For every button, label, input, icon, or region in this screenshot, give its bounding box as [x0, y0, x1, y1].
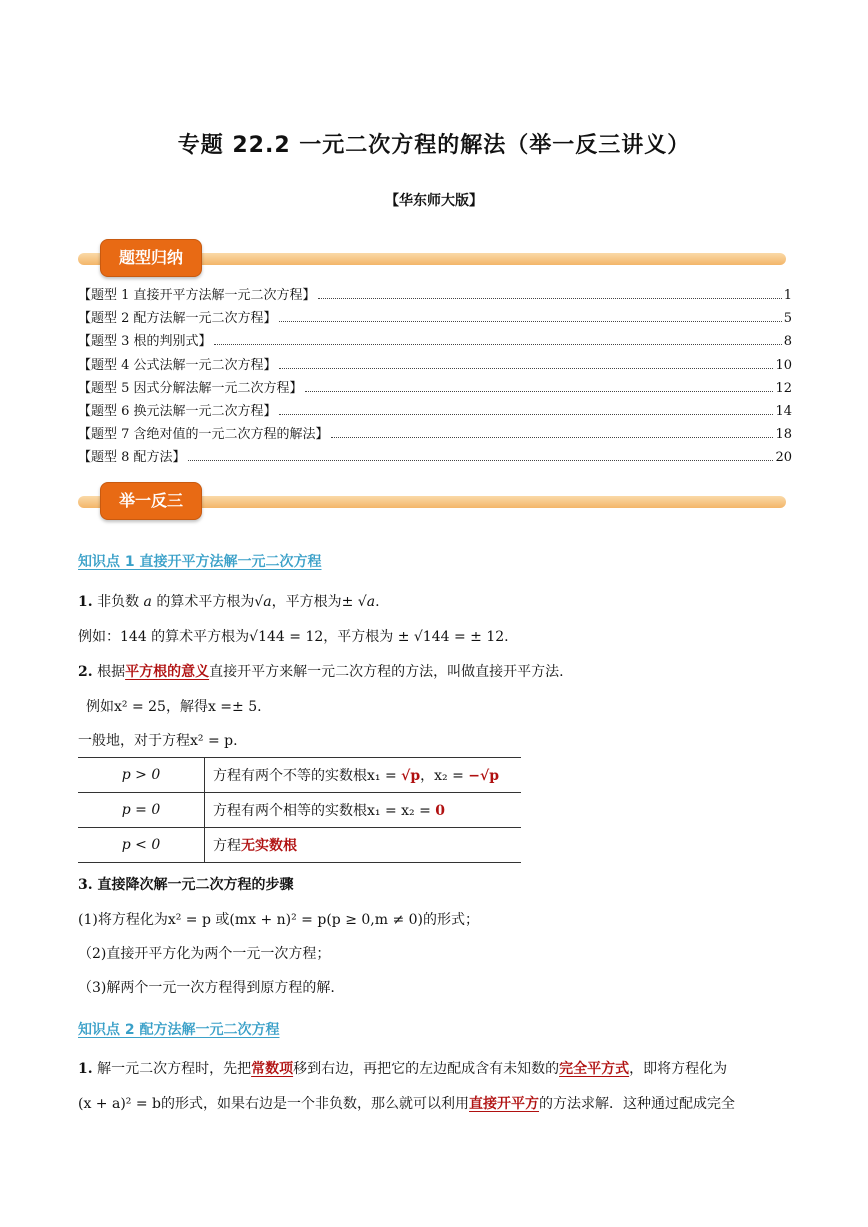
toc-item[interactable]: 【题型 2 配方法解一元二次方程】 5	[78, 306, 792, 329]
table-of-contents	[78, 283, 792, 469]
kp1-step-2: （2)直接开平方化为两个一元一次方程；	[78, 946, 331, 962]
knowledge-point-1-title: 知识点 1 直接开平方法解一元二次方程	[78, 554, 322, 570]
toc-leader	[279, 306, 782, 322]
table-row: p = 0 方程有两个相等的实数根x₁ = x₂ = 0	[78, 793, 521, 828]
kp1-step-1: (1)将方程化为x² = p 或(mx + n)² = p(p ≥ 0,m ≠ 0)的形式；	[78, 912, 480, 928]
sqrt-a: √a	[254, 594, 272, 610]
table-row: p < 0 方程无实数根	[78, 828, 521, 863]
knowledge-point-2-title: 知识点 2 配方法解一元二次方程	[78, 1022, 280, 1038]
kp2-point-1: 1. 解一元二次方程时，先把常数项移到右边，再把它的左边配成含有未知数的完全平方式，即将方程化为	[78, 1061, 728, 1077]
kp1-general: 一般地，对于方程x² = p.	[78, 733, 238, 749]
section-banner-examples	[78, 482, 786, 522]
kp1-step-3: （3)解两个一元一次方程得到原方程的解.	[78, 980, 335, 996]
toc-item[interactable]: 【题型 1 直接开平方法解一元二次方程】 1	[78, 283, 792, 306]
page-title: 专题 22.2 一元二次方程的解法（举一反三讲义）	[177, 133, 691, 158]
kp1-example-2: 例如x² = 25，解得x =± 5.	[86, 699, 262, 715]
kp1-point-2: 2. 根据平方根的意义直接开平方来解一元二次方程的方法，叫做直接开平方法.	[78, 664, 564, 680]
kp2-point-1-cont: (x + a)² = b的形式，如果右边是一个非负数，那么就可以利用直接开平方的方法求解．这种通过配成完全	[78, 1096, 736, 1112]
banner-label: 举一反三	[100, 482, 202, 520]
table-row: p > 0 方程有两个不等的实数根x₁ = √p，x₂ = −√p	[78, 758, 521, 793]
toc-item[interactable]: 【题型 3 根的判别式】 8	[78, 329, 792, 352]
banner-label: 题型归纳	[100, 239, 202, 277]
section-banner-types	[78, 239, 786, 279]
root-cases-table	[78, 757, 521, 863]
kp1-point-1: 1. 非负数 a 的算术平方根为√a，平方根为± √a.	[78, 594, 380, 610]
kp1-example-1: 例如：144 的算术平方根为√144 = 12，平方根为 ± √144 = ± 12.	[78, 629, 509, 645]
pm-sqrt-a: ± √a	[341, 594, 376, 610]
toc-item[interactable]: 【题型 4 公式法解一元二次方程】 10	[78, 353, 792, 376]
edition-label: 【华东师大版】	[385, 193, 483, 209]
toc-leader	[305, 376, 774, 392]
toc-leader	[318, 283, 782, 299]
toc-leader	[331, 422, 774, 438]
toc-item[interactable]: 【题型 5 因式分解法解一元二次方程】 12	[78, 376, 792, 399]
toc-leader	[279, 399, 774, 415]
toc-item[interactable]: 【题型 6 换元法解一元二次方程】 14	[78, 399, 792, 422]
toc-item[interactable]: 【题型 7 含绝对值的一元二次方程的解法】 18	[78, 422, 792, 445]
kp1-steps-title: 3. 直接降次解一元二次方程的步骤	[78, 877, 294, 893]
toc-leader	[214, 329, 782, 345]
toc-item[interactable]: 【题型 8 配方法】 20	[78, 445, 792, 468]
toc-leader	[279, 353, 774, 369]
toc-leader	[188, 445, 774, 461]
